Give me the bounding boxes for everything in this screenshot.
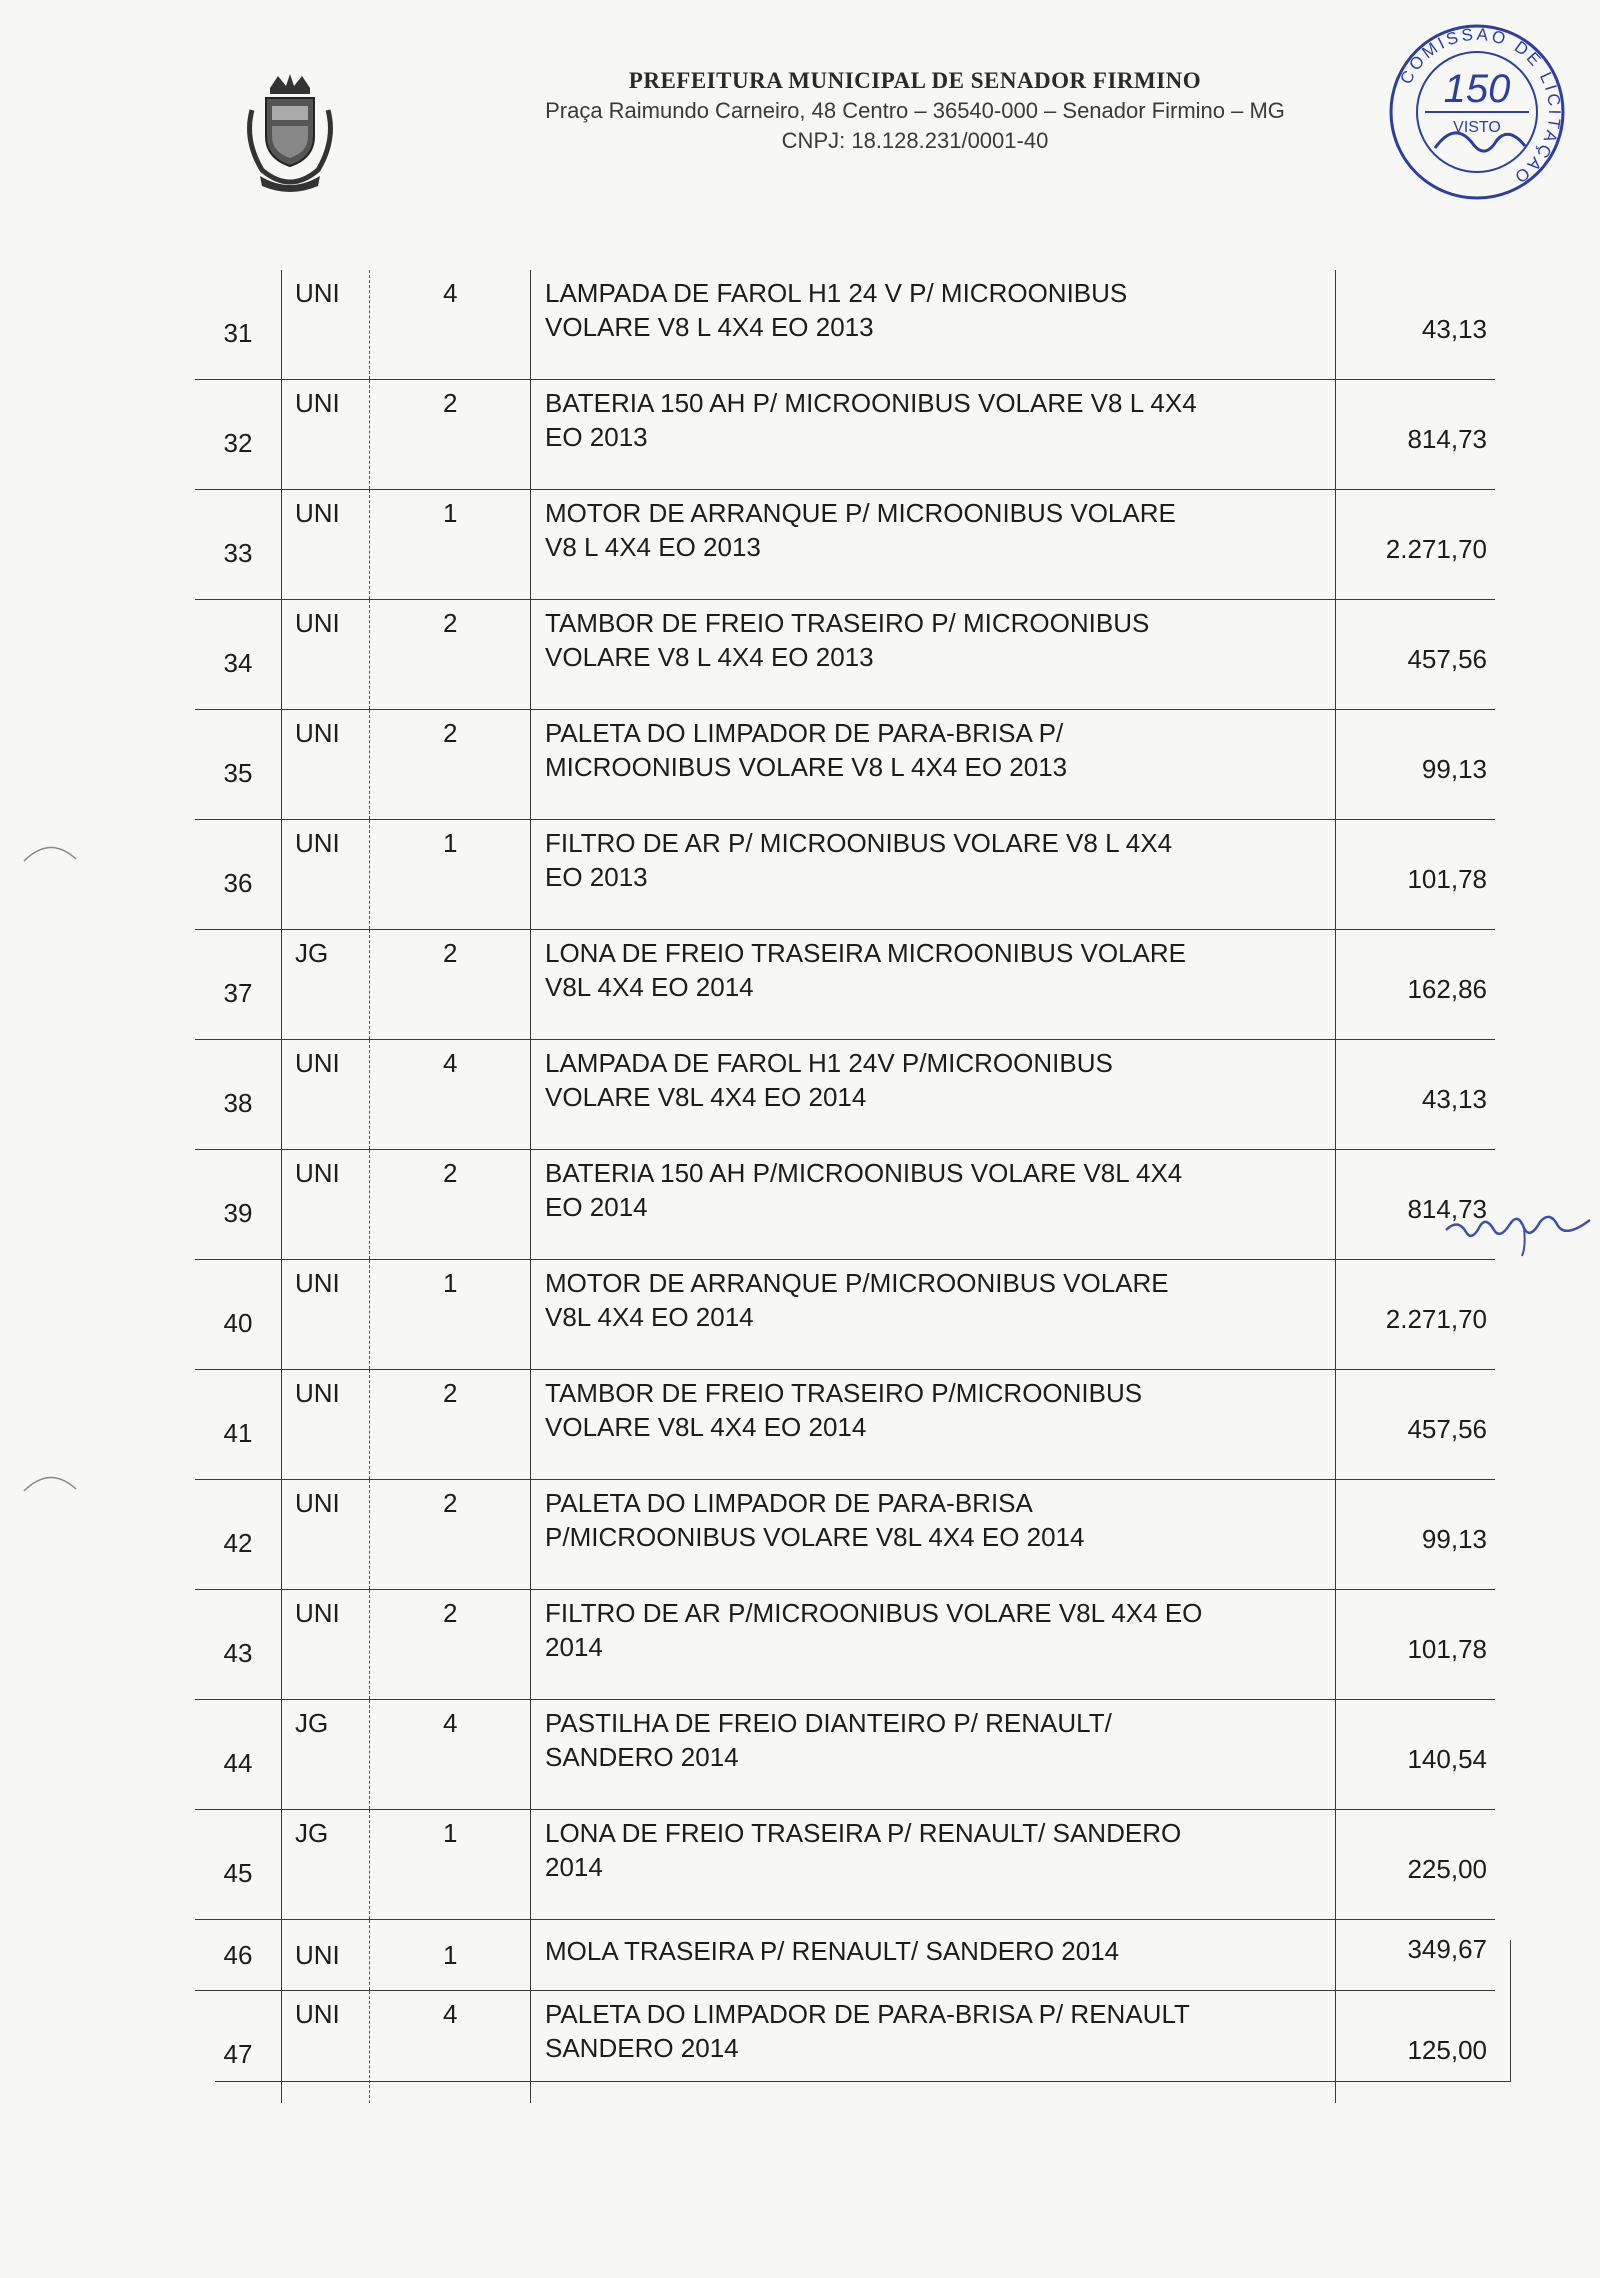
- item-unit: UNI: [295, 1940, 340, 1970]
- column-divider: [369, 820, 370, 929]
- column-divider: [530, 1700, 531, 1809]
- column-divider: [530, 1920, 531, 1990]
- column-divider: [281, 820, 282, 929]
- item-quantity: 2: [443, 1598, 458, 1628]
- column-divider: [530, 1590, 531, 1699]
- column-divider: [530, 1040, 531, 1149]
- table-price-divider: [1335, 270, 1336, 825]
- item-number: 40: [223, 1308, 253, 1338]
- item-unit: UNI: [295, 718, 340, 748]
- item-unit-price: 101,78: [1407, 1634, 1487, 1664]
- column-divider: [369, 1150, 370, 1259]
- item-number: 37: [223, 978, 253, 1008]
- item-description: [545, 1706, 1330, 1774]
- item-description: [545, 1156, 1330, 1224]
- commission-seal-stamp: [1385, 20, 1570, 205]
- column-divider: [369, 1040, 370, 1149]
- item-description-line: SANDERO 2014: [545, 2033, 739, 2063]
- column-divider: [369, 1920, 370, 1990]
- column-divider: [530, 1370, 531, 1479]
- item-unit-price: 457,56: [1407, 1414, 1487, 1444]
- item-description-line: SANDERO 2014: [545, 1742, 739, 1772]
- item-quantity: 2: [443, 608, 458, 638]
- column-divider: [1335, 1260, 1336, 1369]
- column-divider: [530, 270, 531, 379]
- item-description-line: VOLARE V8L 4X4 EO 2014: [545, 1082, 867, 1112]
- item-description: [545, 1266, 1330, 1334]
- table-row: [195, 1150, 1495, 1260]
- column-divider: [281, 710, 282, 819]
- item-unit: UNI: [295, 1158, 340, 1188]
- item-number: 45: [223, 1858, 253, 1888]
- item-description-line: MOTOR DE ARRANQUE P/MICROONIBUS VOLARE: [545, 1268, 1169, 1298]
- column-divider: [369, 1810, 370, 1919]
- item-unit: UNI: [295, 388, 340, 418]
- column-divider: [281, 930, 282, 1039]
- column-divider: [530, 820, 531, 929]
- item-number: 34: [223, 648, 253, 678]
- item-unit-price: 349,67: [1407, 1934, 1487, 1964]
- item-description-line: FILTRO DE AR P/ MICROONIBUS VOLARE V8 L 4X4: [545, 828, 1173, 858]
- item-description: [545, 386, 1330, 454]
- item-number: 42: [223, 1528, 253, 1558]
- table-row: [195, 710, 1495, 820]
- table-row: [195, 1260, 1495, 1370]
- municipality-address: Praça Raimundo Carneiro, 48 Centro – 36540-000 – Senador Firmino – MG: [545, 98, 1285, 123]
- item-description-line: MICROONIBUS VOLARE V8 L 4X4 EO 2013: [545, 752, 1068, 782]
- table-row: [195, 1040, 1495, 1150]
- item-quantity: 1: [443, 498, 458, 528]
- seal-visto-label: VISTO: [1453, 119, 1501, 136]
- item-description-line: V8L 4X4 EO 2014: [545, 1302, 754, 1332]
- item-description-line: EO 2013: [545, 862, 648, 892]
- item-description-line: V8 L 4X4 EO 2013: [545, 532, 761, 562]
- item-unit-price: 162,86: [1407, 974, 1487, 1004]
- item-description: [545, 1376, 1330, 1444]
- column-divider: [1335, 1150, 1336, 1259]
- item-number: 39: [223, 1198, 253, 1228]
- item-description-line: PALETA DO LIMPADOR DE PARA-BRISA: [545, 1488, 1033, 1518]
- item-description-line: V8L 4X4 EO 2014: [545, 972, 754, 1002]
- item-description-line: VOLARE V8 L 4X4 EO 2013: [545, 642, 874, 672]
- column-divider: [281, 1810, 282, 1919]
- item-quantity: 2: [443, 1378, 458, 1408]
- item-number: 36: [223, 868, 253, 898]
- item-quantity: 1: [443, 1940, 458, 1970]
- column-divider: [281, 1150, 282, 1259]
- column-divider: [530, 930, 531, 1039]
- item-description-line: PALETA DO LIMPADOR DE PARA-BRISA P/: [545, 718, 1064, 748]
- item-description-line: TAMBOR DE FREIO TRASEIRO P/ MICROONIBUS: [545, 608, 1150, 638]
- column-divider: [369, 380, 370, 489]
- item-quantity: 2: [443, 718, 458, 748]
- item-number: 43: [223, 1638, 253, 1668]
- item-quantity: 1: [443, 1818, 458, 1848]
- table-row: [195, 1700, 1495, 1810]
- item-description-line: FILTRO DE AR P/MICROONIBUS VOLARE V8L 4X4 EO: [545, 1598, 1203, 1628]
- item-description: [545, 716, 1330, 784]
- letterhead: [430, 68, 1400, 154]
- municipality-title: PREFEITURA MUNICIPAL DE SENADOR FIRMINO: [628, 68, 1202, 93]
- column-divider: [281, 1920, 282, 1990]
- column-divider: [530, 1480, 531, 1589]
- item-unit: UNI: [295, 608, 340, 638]
- item-description-line: MOLA TRASEIRA P/ RENAULT/ SANDERO 2014: [545, 1936, 1120, 1966]
- item-quantity: 1: [443, 828, 458, 858]
- column-divider: [530, 600, 531, 709]
- item-unit: UNI: [295, 1488, 340, 1518]
- column-divider: [1335, 1920, 1336, 1990]
- table-row: [195, 1370, 1495, 1480]
- column-divider: [281, 1040, 282, 1149]
- item-description-line: VOLARE V8L 4X4 EO 2014: [545, 1412, 867, 1442]
- column-divider: [369, 710, 370, 819]
- column-divider: [281, 600, 282, 709]
- item-number: 35: [223, 758, 253, 788]
- item-description-line: TAMBOR DE FREIO TRASEIRO P/MICROONIBUS: [545, 1378, 1143, 1408]
- table-right-border: [1510, 1940, 1511, 2082]
- table-row: [195, 1810, 1495, 1920]
- column-divider: [369, 930, 370, 1039]
- item-quantity: 2: [443, 1488, 458, 1518]
- item-unit-price: 2.271,70: [1385, 534, 1487, 564]
- column-divider: [281, 490, 282, 599]
- item-description: [545, 1046, 1330, 1114]
- item-unit-price: 43,13: [1421, 1084, 1487, 1114]
- item-unit-price: 2.271,70: [1385, 1304, 1487, 1334]
- table-row: [195, 1991, 1495, 2103]
- item-unit: UNI: [295, 828, 340, 858]
- table-row: [195, 490, 1495, 600]
- item-quantity: 4: [443, 1708, 458, 1738]
- handwritten-initials-icon: [1440, 1190, 1600, 1260]
- item-number: 46: [223, 1940, 253, 1970]
- item-unit-price: 125,00: [1407, 2035, 1487, 2065]
- item-quantity: 2: [443, 388, 458, 418]
- table-row: [195, 270, 1495, 380]
- column-divider: [369, 270, 370, 379]
- item-number: 32: [223, 428, 253, 458]
- column-divider: [281, 270, 282, 379]
- column-divider: [369, 1700, 370, 1809]
- item-number: 33: [223, 538, 253, 568]
- column-divider: [281, 1260, 282, 1369]
- table-row: [195, 600, 1495, 710]
- item-description-line: BATERIA 150 AH P/MICROONIBUS VOLARE V8L 4X4: [545, 1158, 1183, 1188]
- item-unit: JG: [295, 938, 329, 968]
- item-unit: UNI: [295, 278, 340, 308]
- table-row: [195, 930, 1495, 1040]
- column-divider: [1335, 1480, 1336, 1589]
- table-row: [195, 1920, 1495, 1991]
- item-unit-price: 101,78: [1407, 864, 1487, 894]
- item-unit-price: 814,73: [1407, 424, 1487, 454]
- municipal-crest-icon: [240, 70, 340, 195]
- item-description: [545, 276, 1330, 344]
- item-description-line: LAMPADA DE FAROL H1 24V P/MICROONIBUS: [545, 1048, 1113, 1078]
- item-description-line: LAMPADA DE FAROL H1 24 V P/ MICROONIBUS: [545, 278, 1128, 308]
- item-description: [545, 1934, 1330, 1968]
- item-number: 38: [223, 1088, 253, 1118]
- column-divider: [530, 1150, 531, 1259]
- table-row: [195, 380, 1495, 490]
- item-unit-price: 814,73: [1407, 1194, 1487, 1224]
- item-unit-price: 457,56: [1407, 644, 1487, 674]
- item-number: 31: [223, 318, 253, 348]
- column-divider: [281, 380, 282, 489]
- item-description: [545, 1486, 1330, 1554]
- column-divider: [369, 1260, 370, 1369]
- table-row: [195, 1590, 1495, 1700]
- item-quantity: 4: [443, 1999, 458, 2029]
- punch-hole-mark-icon: [20, 835, 80, 865]
- column-divider: [281, 1991, 282, 2103]
- column-divider: [530, 1810, 531, 1919]
- item-unit: UNI: [295, 1999, 340, 2029]
- item-unit-price: 225,00: [1407, 1854, 1487, 1884]
- column-divider: [281, 1700, 282, 1809]
- item-unit-price: 99,13: [1421, 754, 1487, 784]
- item-unit: JG: [295, 1818, 329, 1848]
- items-table: [195, 270, 1495, 2103]
- item-description: [545, 606, 1330, 674]
- column-divider: [1335, 930, 1336, 1039]
- item-unit-price: 140,54: [1407, 1744, 1487, 1774]
- table-row: [195, 820, 1495, 930]
- column-divider: [369, 1480, 370, 1589]
- column-divider: [530, 1260, 531, 1369]
- item-description-line: LONA DE FREIO TRASEIRA MICROONIBUS VOLARE: [545, 938, 1186, 968]
- item-unit: UNI: [295, 1268, 340, 1298]
- item-description-line: MOTOR DE ARRANQUE P/ MICROONIBUS VOLARE: [545, 498, 1176, 528]
- column-divider: [281, 1480, 282, 1589]
- municipality-cnpj: CNPJ: 18.128.231/0001-40: [781, 128, 1049, 153]
- column-divider: [1335, 1590, 1336, 1699]
- item-description-line: P/MICROONIBUS VOLARE V8L 4X4 EO 2014: [545, 1522, 1085, 1552]
- punch-hole-mark-icon: [20, 1465, 80, 1495]
- column-divider: [369, 1991, 370, 2103]
- column-divider: [369, 1370, 370, 1479]
- table-bottom-border: [215, 2081, 1510, 2082]
- column-divider: [369, 1590, 370, 1699]
- column-divider: [369, 600, 370, 709]
- item-description: [545, 1997, 1330, 2065]
- column-divider: [530, 710, 531, 819]
- column-divider: [1335, 820, 1336, 929]
- item-unit: UNI: [295, 1378, 340, 1408]
- item-unit: UNI: [295, 1598, 340, 1628]
- item-quantity: 4: [443, 278, 458, 308]
- item-unit: UNI: [295, 1048, 340, 1078]
- seal-page-number: 150: [1443, 67, 1511, 111]
- column-divider: [281, 1590, 282, 1699]
- item-description-line: EO 2014: [545, 1192, 648, 1222]
- item-description-line: BATERIA 150 AH P/ MICROONIBUS VOLARE V8 L 4X4: [545, 388, 1197, 418]
- item-unit-price: 43,13: [1421, 314, 1487, 344]
- item-description-line: VOLARE V8 L 4X4 EO 2013: [545, 312, 874, 342]
- item-unit-price: 99,13: [1421, 1524, 1487, 1554]
- item-description-line: PALETA DO LIMPADOR DE PARA-BRISA P/ RENAULT: [545, 1999, 1190, 2029]
- item-number: 41: [223, 1418, 253, 1448]
- column-divider: [1335, 1991, 1336, 2103]
- column-divider: [281, 1370, 282, 1479]
- item-quantity: 2: [443, 1158, 458, 1188]
- item-description: [545, 496, 1330, 564]
- item-quantity: 2: [443, 938, 458, 968]
- item-description-line: PASTILHA DE FREIO DIANTEIRO P/ RENAULT/: [545, 1708, 1112, 1738]
- item-description: [545, 936, 1330, 1004]
- item-quantity: 1: [443, 1268, 458, 1298]
- item-description-line: 2014: [545, 1632, 603, 1662]
- item-description-line: 2014: [545, 1852, 603, 1882]
- item-number: 47: [223, 2039, 253, 2069]
- item-unit: JG: [295, 1708, 329, 1738]
- column-divider: [1335, 1700, 1336, 1809]
- item-description: [545, 1596, 1330, 1664]
- item-description-line: EO 2013: [545, 422, 648, 452]
- seal-ring-text: COMISSÃO DE LICITAÇÃO: [1396, 24, 1565, 189]
- item-description-line: LONA DE FREIO TRASEIRA P/ RENAULT/ SANDERO: [545, 1818, 1182, 1848]
- item-unit: UNI: [295, 498, 340, 528]
- column-divider: [530, 380, 531, 489]
- item-description: [545, 1816, 1330, 1884]
- item-quantity: 4: [443, 1048, 458, 1078]
- item-number: 44: [223, 1748, 253, 1778]
- column-divider: [1335, 1370, 1336, 1479]
- item-description: [545, 826, 1330, 894]
- column-divider: [369, 490, 370, 599]
- table-row: [195, 1480, 1495, 1590]
- column-divider: [1335, 1040, 1336, 1149]
- column-divider: [1335, 1810, 1336, 1919]
- column-divider: [530, 490, 531, 599]
- column-divider: [530, 1991, 531, 2103]
